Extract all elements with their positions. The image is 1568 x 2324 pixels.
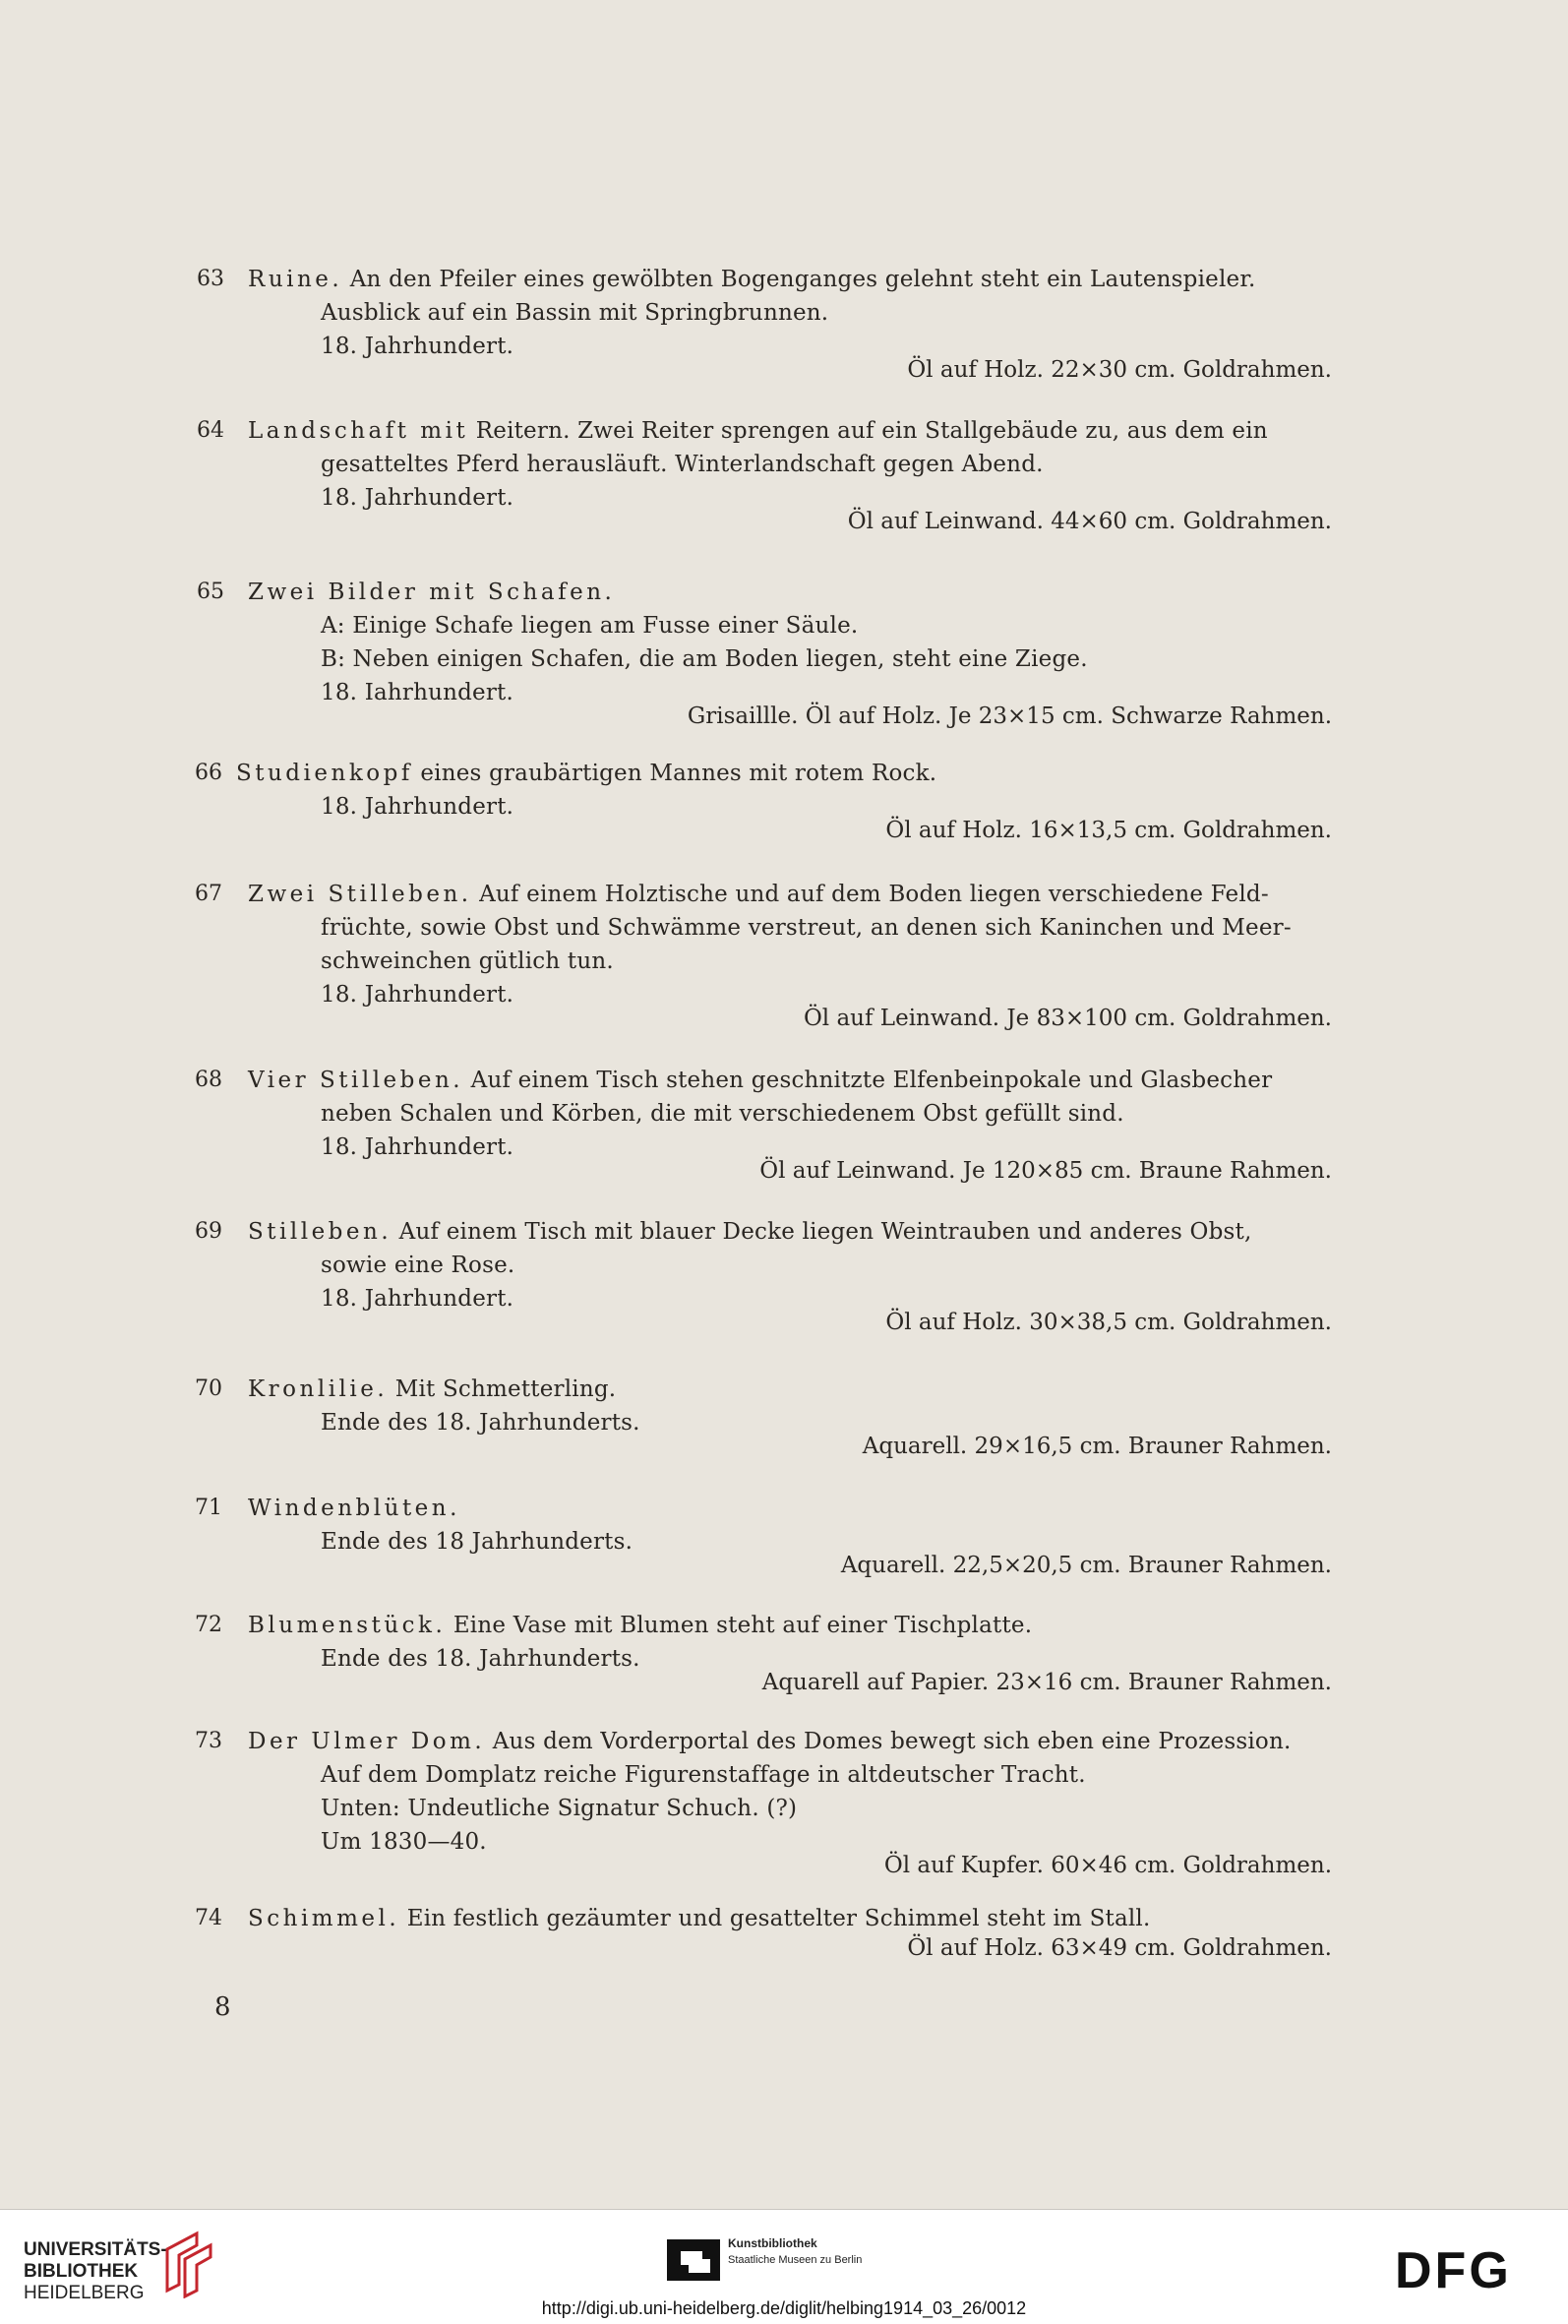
entry-spec: Öl auf Holz. 30×38,5 cm. Goldrahmen.	[885, 1310, 1332, 1335]
entry-date: 18. Iahrhundert.	[321, 680, 514, 705]
uni-line-1: UNIVERSITÄTS-	[24, 2239, 167, 2260]
entry-spec: Öl auf Leinwand. Je 120×85 cm. Braune Rahmen.	[759, 1158, 1332, 1184]
entry-number: 66	[195, 761, 222, 785]
entry-spec: Aquarell auf Papier. 23×16 cm. Brauner Rahmen.	[761, 1670, 1332, 1695]
uni-line-3: HEIDELBERG	[24, 2283, 145, 2303]
source-url-link[interactable]: http://digi.ub.uni-heidelberg.de/diglit/helbing1914_03_26/0012	[541, 2298, 1027, 2318]
entry-title: Blumenstück.	[248, 1613, 447, 1638]
entry-text: Auf einem Holztische und auf dem Boden liegen verschiedene Feld-	[479, 882, 1269, 907]
entry-text: Ausblick auf ein Bassin mit Springbrunnen.	[321, 300, 829, 326]
entry-spec: Öl auf Holz. 22×30 cm. Goldrahmen.	[907, 357, 1332, 383]
entry-first-line	[236, 758, 936, 789]
entry-number: 72	[195, 1613, 222, 1637]
entry-text: schweinchen gütlich tun.	[321, 948, 614, 974]
entry-title: Zwei Stilleben.	[248, 882, 472, 907]
entry-date: 18. Jahrhundert.	[321, 1134, 514, 1160]
entry-title: Vier Stilleben.	[248, 1068, 464, 1093]
entry-text: sowie eine Rose.	[321, 1253, 515, 1278]
entry-title: Zwei Bilder mit Schafen.	[248, 580, 616, 605]
entry-date: 18. Jahrhundert.	[321, 334, 514, 359]
entry-first-line	[248, 879, 1269, 910]
entry-number: 67	[195, 882, 222, 906]
entry-first-line	[248, 1065, 1272, 1096]
entry-first-line	[248, 1726, 1292, 1757]
entry-first-line	[248, 577, 615, 608]
entry-text: Auf einem Tisch mit blauer Decke liegen Weintrauben und anderes Obst,	[398, 1219, 1252, 1245]
entry-date: 18. Jahrhundert.	[321, 982, 514, 1008]
entry-spec: Grisaillle. Öl auf Holz. Je 23×15 cm. Schwarze Rahmen.	[687, 703, 1332, 729]
kunstbibliothek-text	[728, 2235, 862, 2268]
uni-line-2: BIBLIOTHEK	[24, 2261, 139, 2282]
entry-text: eines graubärtigen Mannes mit rotem Rock.	[420, 761, 937, 786]
entry-date: 18. Jahrhundert.	[321, 1286, 514, 1312]
entry-first-line	[248, 1903, 1151, 1934]
entry-spec: Aquarell. 22,5×20,5 cm. Brauner Rahmen.	[840, 1553, 1332, 1578]
entry-title: Der Ulmer Dom.	[248, 1729, 486, 1754]
entry-number: 69	[195, 1219, 222, 1244]
entry-text: Ein festlich gezäumter und gesattelter Schimmel steht im Stall.	[406, 1906, 1151, 1931]
entry-date: Ende des 18. Jahrhunderts.	[321, 1646, 640, 1672]
entry-first-line	[248, 1493, 460, 1524]
entry-number: 64	[197, 418, 224, 443]
entry-title: Studienkopf	[236, 761, 413, 786]
digitization-footer	[0, 2209, 1568, 2324]
entry-text: A: Einige Schafe liegen am Fusse einer Säule.	[321, 613, 859, 639]
entry-text: Unten: Undeutliche Signatur Schuch. (?)	[321, 1796, 798, 1821]
entry-spec: Aquarell. 29×16,5 cm. Brauner Rahmen.	[862, 1434, 1332, 1459]
entry-spec: Öl auf Leinwand. Je 83×100 cm. Goldrahmen.	[803, 1006, 1332, 1031]
entry-spec: Öl auf Holz. 16×13,5 cm. Goldrahmen.	[885, 818, 1332, 843]
entry-spec: Öl auf Holz. 63×49 cm. Goldrahmen.	[907, 1935, 1332, 1961]
entry-date: 18. Jahrhundert.	[321, 485, 514, 511]
entry-first-line	[248, 264, 1256, 295]
entry-text: Aus dem Vorderportal des Domes bewegt sich eben eine Prozession.	[492, 1729, 1292, 1754]
entry-text: Auf einem Tisch stehen geschnitzte Elfenbeinpokale und Glasbecher	[470, 1068, 1273, 1093]
entry-text: Reitern. Zwei Reiter sprengen auf ein Stallgebäude zu, aus dem ein	[475, 418, 1268, 444]
entry-title: Ruine.	[248, 267, 343, 292]
page-number: 8	[214, 1992, 231, 2022]
entry-text: B: Neben einigen Schafen, die am Boden liegen, steht eine Ziege.	[321, 646, 1088, 672]
entry-number: 71	[195, 1496, 222, 1520]
entry-first-line	[248, 1374, 616, 1405]
entry-title: Landschaft mit	[248, 418, 469, 444]
kunstbibliothek-logo-icon	[667, 2239, 720, 2281]
entry-first-line	[248, 1216, 1251, 1248]
entry-text: Auf dem Domplatz reiche Figurenstaffage in altdeutscher Tracht.	[321, 1762, 1086, 1788]
entry-title: Kronlilie.	[248, 1376, 389, 1402]
entry-number: 65	[197, 580, 224, 604]
entry-title: Schimmel.	[248, 1906, 400, 1931]
kb-line-2: Staatliche Museen zu Berlin	[728, 2254, 863, 2266]
entry-text: neben Schalen und Körben, die mit verschiedenem Obst gefüllt sind.	[321, 1101, 1124, 1127]
entry-date: Um 1830—40.	[321, 1829, 487, 1855]
entry-date: Ende des 18. Jahrhunderts.	[321, 1410, 640, 1436]
entry-spec: Öl auf Leinwand. 44×60 cm. Goldrahmen.	[847, 509, 1332, 534]
entry-number: 70	[195, 1376, 222, 1401]
entry-text: An den Pfeiler eines gewölbten Bogenganges gelehnt steht ein Lautenspieler.	[349, 267, 1256, 292]
entry-date: 18. Jahrhundert.	[321, 794, 514, 820]
entry-number: 73	[195, 1729, 222, 1753]
kb-line-1: Kunstbibliothek	[728, 2236, 817, 2250]
entry-number: 68	[195, 1068, 222, 1092]
entry-spec: Öl auf Kupfer. 60×46 cm. Goldrahmen.	[883, 1853, 1332, 1878]
entry-title: Windenblüten.	[248, 1496, 460, 1521]
entry-number: 63	[197, 267, 224, 291]
entry-number: 74	[195, 1906, 222, 1930]
entry-first-line	[248, 415, 1268, 447]
entry-text: gesatteltes Pferd herausläuft. Winterlandschaft gegen Abend.	[321, 452, 1044, 477]
entry-text: Mit Schmetterling.	[394, 1376, 617, 1402]
dfg-logo: DFG	[1395, 2242, 1512, 2299]
entry-first-line	[248, 1610, 1032, 1641]
heidelberg-library-logo-icon	[157, 2230, 214, 2298]
entry-text: früchte, sowie Obst und Schwämme verstreut, an denen sich Kaninchen und Meer-	[321, 915, 1292, 941]
entry-title: Stilleben.	[248, 1219, 392, 1245]
entry-date: Ende des 18 Jahrhunderts.	[321, 1529, 633, 1555]
entry-text: Eine Vase mit Blumen steht auf einer Tischplatte.	[452, 1613, 1033, 1638]
